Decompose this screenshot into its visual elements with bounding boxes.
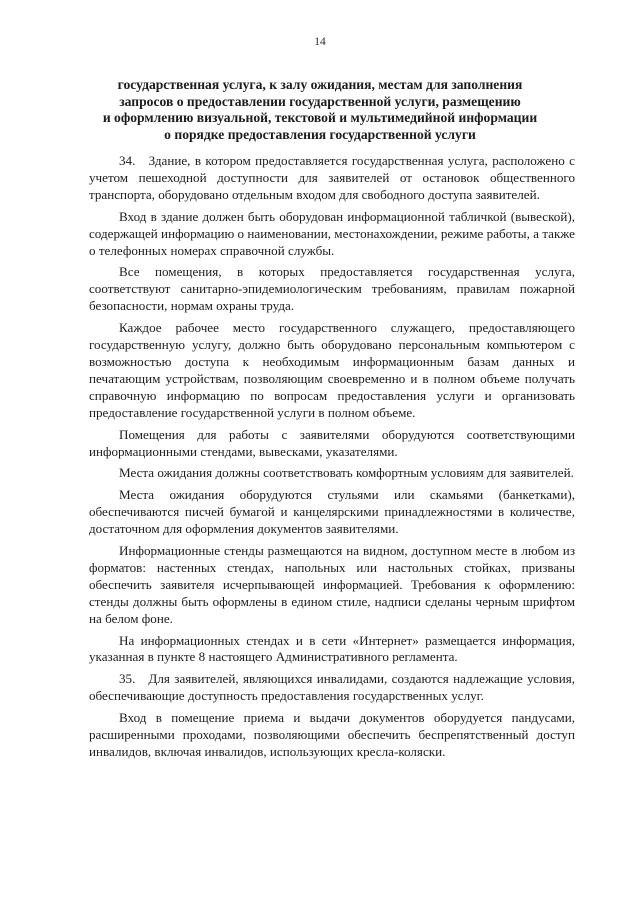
heading-line: запросов о предоставлении государственной услуги, размещению <box>119 93 521 109</box>
paragraph: Каждое рабочее место государственного служащего, предоставляющего государственную услугу, должно быть оборудовано персональным компьютером с возможностью доступа к необходимым информационным базам данных и печатающим устройствам, позволяющим своевременно и в полном объеме получать справочную информацию по вопросам предоставления услуги и организовать предоставление государственной услуги в полном объеме. <box>89 320 575 420</box>
heading-line: о порядке предоставления государственной услуги <box>164 126 476 142</box>
paragraph: Информационные стенды размещаются на видном, доступном месте в любом из форматов: настенных стендах, напольных или настольных стойках, призваны обеспечить заявителя исчерпывающей информацией. Требования к оформлению: стенды должны быть оформлены в едином стиле, надписи сделаны черным шрифтом на белом фоне. <box>89 543 575 626</box>
paragraph-item-34: 34. Здание, в котором предоставляется государственная услуга, расположено с учетом пешеходной доступности для заявителей от остановок общественного транспорта, оборудовано отдельным входом для свободного доступа заявителей. <box>89 153 575 202</box>
heading-line: государственная услуга, к залу ожидания, местам для заполнения <box>117 77 523 92</box>
paragraph: Вход в здание должен быть оборудован информационной табличкой (вывеской), содержащей информацию о наименовании, местонахождении, режиме работы, а также о телефонных номерах справочной службы. <box>89 208 575 258</box>
paragraph: Места ожидания оборудуются стульями или скамьями (банкетками), обеспечиваются писчей бумагой и канцелярскими принадлежностями в количестве, достаточном для оформления документов заявителями. <box>89 487 575 537</box>
paragraph-item-35: 35. Для заявителей, являющихся инвалидами, создаются надлежащие условия, обеспечивающие доступность предоставления государственных услуг. <box>89 671 575 704</box>
paragraph: На информационных стендах и в сети «Интернет» размещается информация, указанная в пункте 8 настоящего Административного регламента. <box>89 632 575 665</box>
paragraph: Места ожидания должны соответствовать комфортным условиям для заявителей. <box>119 465 574 481</box>
paragraph: Все помещения, в которых предоставляется государственная услуга, соответствуют санитарно-эпидемиологическим требованиям, правилам пожарной безопасности, нормам охраны труда. <box>89 264 575 314</box>
page-number: 14 <box>314 36 326 48</box>
heading-line: и оформлению визуальной, текстовой и мультимедийной информации <box>102 110 538 125</box>
document-body <box>89 153 575 766</box>
paragraph: Помещения для работы с заявителями оборудуются соответствующими информационными стендами, вывесками, указателями. <box>89 426 575 459</box>
paragraph: Вход в помещение приема и выдачи документов оборудуется пандусами, расширенными проходами, позволяющими обеспечить беспрепятственный доступ инвалидов, включая инвалидов, использующих кресла-коляски. <box>89 710 575 759</box>
section-heading <box>60 77 580 143</box>
